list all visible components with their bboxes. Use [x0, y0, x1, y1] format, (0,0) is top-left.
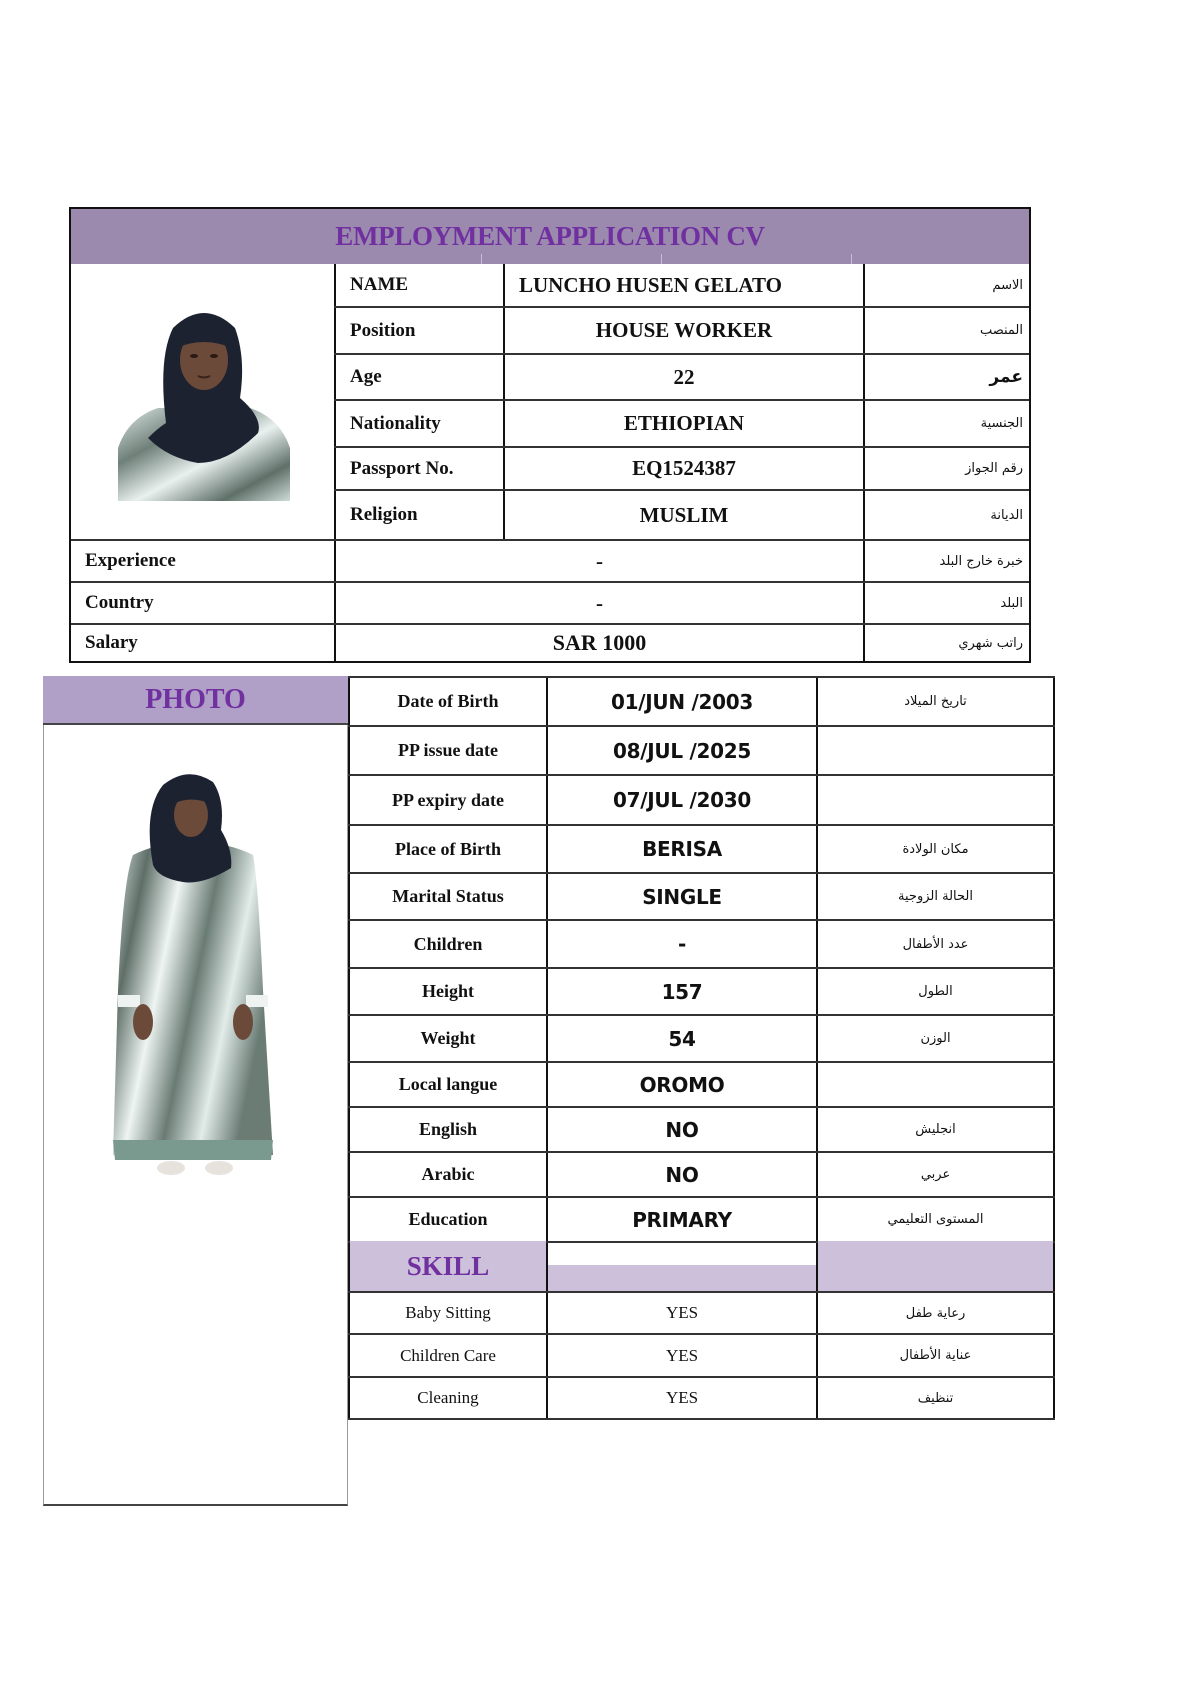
row-label: Passport No.: [350, 457, 454, 479]
skill-arabic-label: تنظيف: [917, 1390, 954, 1406]
detail-value: -: [677, 932, 686, 956]
detail-label: English: [418, 1119, 478, 1139]
row-label: Experience: [85, 550, 176, 571]
skill-label: Baby Sitting: [405, 1303, 491, 1322]
detail-arabic-label: الطول: [918, 984, 953, 999]
skill-arabic-label: عناية الأطفال: [899, 1348, 972, 1363]
row-value: -: [596, 548, 603, 573]
detail-arabic-label: [818, 727, 1053, 774]
row-label: Age: [350, 366, 382, 387]
detail-arabic-label: [818, 776, 1053, 824]
row-arabic-label: خبرة خارج البلد: [939, 553, 1023, 569]
row-label: Nationality: [350, 412, 441, 434]
skill-header-value-fill: [548, 1265, 816, 1291]
detail-label: Education: [408, 1209, 488, 1229]
detail-value: 07/JUL /2030: [613, 788, 751, 812]
row-arabic-label: عمر: [989, 367, 1023, 387]
photo-header: [43, 676, 348, 725]
skill-header-arabic-fill: [818, 1241, 1053, 1291]
detail-value: OROMO: [639, 1072, 725, 1097]
detail-label: PP issue date: [397, 740, 498, 760]
row-value: ETHIOPIAN: [623, 411, 745, 435]
skill-arabic-label: رعاية طفل: [905, 1305, 966, 1321]
detail-label: Arabic: [421, 1164, 475, 1184]
row-value: SAR 1000: [552, 630, 647, 655]
detail-arabic-label: عدد الأطفال: [902, 936, 969, 952]
detail-arabic-label: عربي: [920, 1167, 951, 1182]
detail-value: PRIMARY: [632, 1207, 732, 1232]
skill-value: YES: [665, 1303, 699, 1322]
row-divider: [348, 1418, 1055, 1420]
detail-label: Marital Status: [392, 886, 504, 906]
detail-label: Local langue: [398, 1074, 498, 1094]
skill-label: Children Care: [400, 1345, 496, 1365]
row-value: HOUSE WORKER: [595, 318, 773, 342]
person-headshot-photo-icon: [118, 298, 290, 501]
row-arabic-label: راتب شهري: [958, 635, 1023, 651]
photo-header-label: PHOTO: [145, 683, 246, 715]
row-value: EQ1524387: [632, 456, 736, 480]
row-value: LUNCHO HUSEN GELATO: [519, 272, 782, 297]
detail-value: NO: [665, 1117, 699, 1142]
skill-value: YES: [665, 1345, 699, 1365]
skill-value: YES: [665, 1388, 699, 1407]
full-body-photo: [113, 770, 273, 1178]
detail-arabic-label: انجليش: [915, 1122, 956, 1137]
detail-arabic-label: الحالة الزوجية: [898, 889, 973, 904]
detail-arabic-label: [818, 1063, 1053, 1106]
row-value: 22: [673, 364, 695, 389]
detail-label: Height: [422, 981, 474, 1001]
detail-arabic-label: مكان الولادة: [902, 841, 969, 857]
headshot-photo: [118, 298, 290, 501]
title-bar: [71, 209, 1029, 264]
detail-arabic-label: الوزن: [920, 1031, 951, 1046]
document-title: EMPLOYMENT APPLICATION CV: [335, 221, 765, 251]
row-label: NAME: [350, 274, 409, 295]
detail-label: PP expiry date: [392, 789, 504, 810]
detail-value: SINGLE: [642, 884, 722, 909]
detail-label: Date of Birth: [397, 691, 499, 711]
detail-value: 08/JUL /2025: [613, 738, 751, 763]
row-arabic-label: الجنسية: [980, 416, 1023, 431]
skill-header-label: SKILL: [406, 1250, 490, 1281]
detail-arabic-label: تاريخ الميلاد: [904, 694, 967, 709]
row-arabic-label: المنصب: [979, 323, 1023, 338]
detail-label: Children: [413, 933, 483, 954]
employment-summary-table: [69, 207, 1031, 663]
row-arabic-label: رقم الجواز: [965, 461, 1023, 476]
detail-label: Weight: [420, 1028, 476, 1048]
person-full-body-photo-icon: [113, 770, 273, 1178]
detail-value: 54: [668, 1026, 696, 1051]
row-label: Religion: [350, 504, 418, 525]
row-arabic-label: البلد: [1000, 595, 1023, 611]
row-label: Country: [85, 592, 154, 613]
row-value: MUSLIM: [639, 502, 729, 527]
row-label: Position: [350, 319, 416, 341]
skill-header: [350, 1241, 546, 1291]
row-arabic-label: الاسم: [992, 277, 1023, 293]
row-arabic-label: الديانة: [990, 507, 1023, 523]
row-label: Salary: [85, 632, 138, 653]
row-value: -: [596, 590, 603, 615]
detail-value: BERISA: [642, 837, 722, 861]
detail-value: 01/JUN /2003: [611, 689, 753, 714]
skill-label: Cleaning: [417, 1388, 479, 1407]
detail-label: Place of Birth: [395, 838, 501, 859]
detail-value: NO: [665, 1162, 699, 1187]
detail-arabic-label: المستوى التعليمي: [887, 1212, 984, 1227]
details-table: [43, 676, 1055, 1506]
detail-value: 157: [661, 979, 703, 1004]
